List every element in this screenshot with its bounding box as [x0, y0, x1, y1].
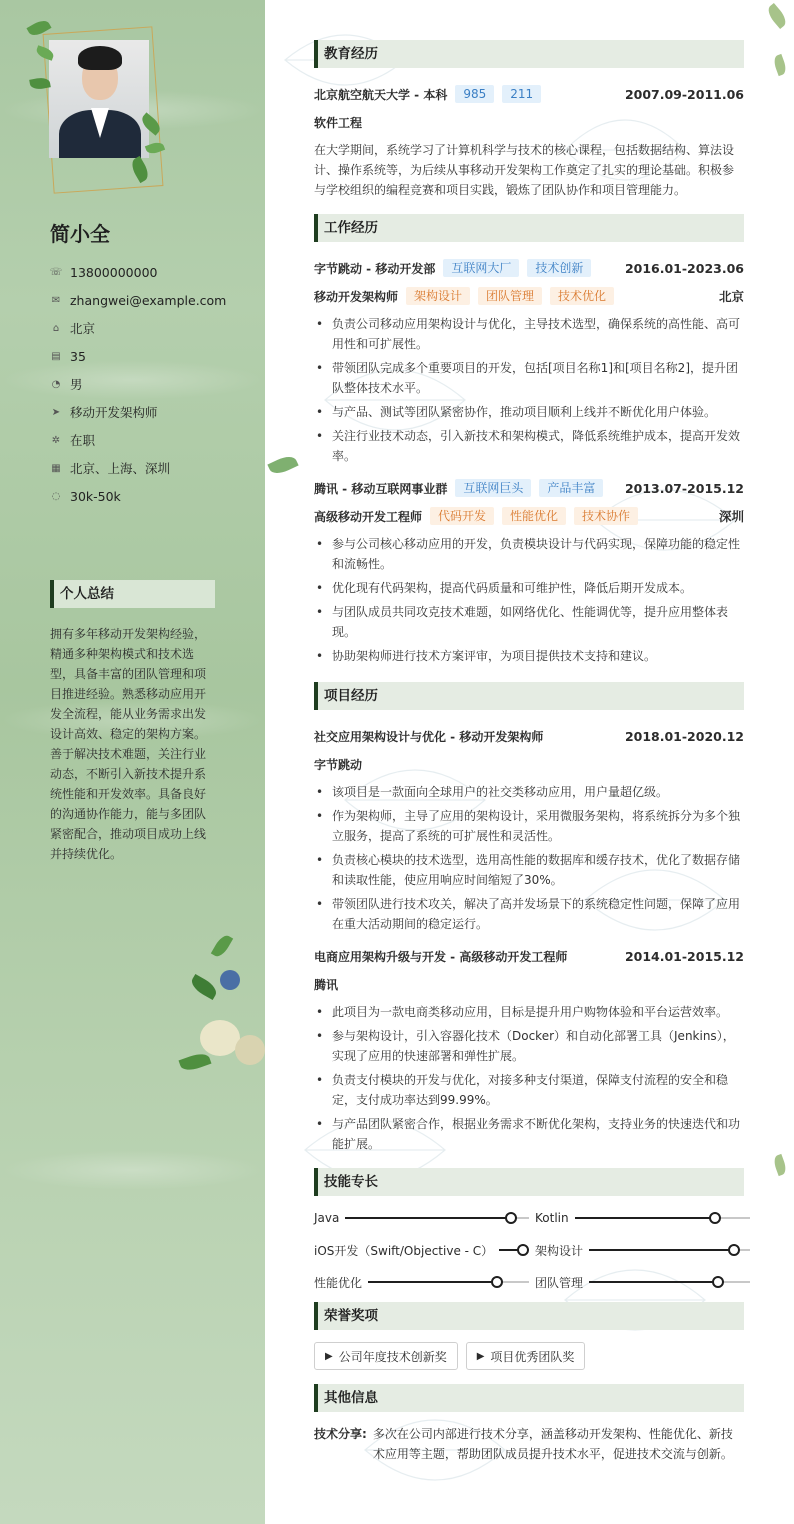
- skill-name: Kotlin: [535, 1211, 569, 1225]
- skill-item: [314, 1208, 529, 1228]
- company-name: 字节跳动 - 移动开发部: [314, 261, 436, 276]
- info-phone: [50, 258, 226, 286]
- project-name: 电商应用架构升级与开发 - 高级移动开发工程师: [314, 949, 568, 964]
- list-item: • 该项目是一款面向全球用户的社交类移动应用，用户量超亿级。: [314, 782, 744, 802]
- skill-bar-fill: [575, 1217, 715, 1219]
- project-header: [314, 942, 744, 970]
- skill-knob: [709, 1212, 721, 1224]
- list-item: • 带领团队进行技术攻关，解决了高并发场景下的系统稳定性问题，保障了应用在重大活动期间的稳定运行。: [314, 894, 744, 934]
- summary-title: 个人总结: [50, 580, 215, 608]
- role-tag: 技术协作: [574, 507, 638, 525]
- skill-bar-fill: [368, 1281, 497, 1283]
- section-title-projects: 项目经历: [314, 682, 744, 710]
- skill-item: [535, 1240, 750, 1260]
- leaf-icon: [188, 974, 219, 1000]
- company-tag: 互联网大厂: [443, 259, 519, 277]
- skill-name: 团队管理: [535, 1275, 584, 1290]
- info-position: [50, 398, 226, 426]
- contact-info: [50, 258, 226, 510]
- skill-name: 性能优化: [314, 1275, 363, 1290]
- list-item: • 与产品团队紧密合作，根据业务需求不断优化架构，支持业务的快速迭代和功能扩展。: [314, 1114, 744, 1154]
- info-text: 30k-50k: [70, 488, 121, 504]
- avatar-frame: [28, 18, 173, 203]
- education-header: [314, 80, 744, 108]
- job-header: [314, 254, 744, 282]
- info-text: 移动开发架构师: [70, 405, 158, 420]
- skill-bar-fill: [589, 1281, 718, 1283]
- company-tag: 技术创新: [527, 259, 591, 277]
- list-item: • 与产品、测试等团队紧密协作，推动项目顺利上线并不断优化用户体验。: [314, 402, 744, 422]
- info-text: 35: [70, 348, 86, 364]
- job-role-row: [314, 282, 744, 310]
- skill-bar: [368, 1281, 529, 1283]
- section-title-awards: 荣誉奖项: [314, 1302, 744, 1330]
- building-icon: ▦: [51, 462, 61, 474]
- info-text: 13800000000: [70, 264, 158, 280]
- skill-bar-fill: [345, 1217, 510, 1219]
- project-item: [314, 942, 744, 1154]
- other-key: 技术分享:: [314, 1427, 367, 1441]
- salary-icon: ◌: [51, 490, 61, 502]
- job-item: [314, 254, 744, 466]
- leaf-icon: [211, 933, 233, 960]
- background-texture: [0, 1150, 265, 1190]
- list-item: • 与团队成员共同攻克技术难题，如网络优化、性能调优等，提升应用整体表现。: [314, 602, 744, 642]
- list-item: • 关注行业技术动态，引入新技术和架构模式，降低系统维护成本，提高开发效率。: [314, 426, 744, 466]
- section-title-skills: 技能专长: [314, 1168, 744, 1196]
- flower-icon: [220, 970, 240, 990]
- status-icon: ✲: [51, 434, 61, 446]
- info-gender: [50, 370, 226, 398]
- flower-icon: [235, 1035, 265, 1065]
- job-period: 2016.01-2023.06: [624, 260, 744, 276]
- company-tag: 产品丰富: [539, 479, 603, 497]
- mail-icon: ✉: [51, 294, 61, 306]
- info-age: [50, 342, 226, 370]
- job-header: [314, 474, 744, 502]
- info-email: [50, 286, 226, 314]
- list-item: • 负责核心模块的技术选型，选用高性能的数据库和缓存技术，优化了数据存储和读取性能，使应用响应时间缩短了30%。: [314, 850, 744, 890]
- company-name: 腾讯 - 移动互联网事业群: [314, 481, 448, 496]
- skill-knob: [505, 1212, 517, 1224]
- section-title-education: 教育经历: [314, 40, 744, 68]
- avatar: [49, 40, 149, 158]
- skill-bar: [589, 1281, 750, 1283]
- major: 软件工程: [314, 115, 363, 130]
- school-name: 北京航空航天大学 - 本科: [314, 87, 448, 102]
- leaf-icon: [179, 1050, 212, 1073]
- job-city: 北京: [718, 289, 744, 304]
- skill-bar: [589, 1249, 750, 1251]
- project-company-row: [314, 750, 744, 778]
- main-content: [265, 0, 794, 1524]
- role-tag: 代码开发: [430, 507, 494, 525]
- play-icon: ▶: [476, 1350, 485, 1362]
- skill-bar: [499, 1249, 529, 1251]
- info-status: [50, 426, 226, 454]
- age-icon: ▤: [51, 350, 61, 362]
- skill-knob: [728, 1244, 740, 1256]
- job-role: 移动开发架构师: [314, 289, 399, 304]
- list-item: • 参与架构设计，引入容器化技术（Docker）和自动化部署工具（Jenkins），实现了应用的快速部署和弹性扩展。: [314, 1026, 744, 1066]
- other-info: [314, 1424, 744, 1464]
- skill-name: Java: [314, 1211, 340, 1225]
- skill-knob: [517, 1244, 529, 1256]
- info-city: [50, 314, 226, 342]
- info-target-cities: [50, 454, 226, 482]
- skill-bar-fill: [589, 1249, 734, 1251]
- skill-bar: [345, 1217, 529, 1219]
- info-text: 男: [70, 377, 83, 392]
- award-label: 项目优秀团队奖: [490, 1349, 575, 1364]
- project-period: 2014.01-2015.12: [624, 948, 744, 964]
- section-title-work: 工作经历: [314, 214, 744, 242]
- list-item: • 负责支付模块的开发与优化，对接多种支付渠道，保障支付流程的安全和稳定，支付成功率达到99.99%。: [314, 1070, 744, 1110]
- project-name: 社交应用架构设计与优化 - 移动开发架构师: [314, 729, 544, 744]
- job-role: 高级移动开发工程师: [314, 509, 423, 524]
- project-item: [314, 722, 744, 934]
- flower-icon: [200, 1020, 240, 1056]
- list-item: • 此项目为一款电商类移动应用，目标是提升用户购物体验和平台运营效率。: [314, 1002, 744, 1022]
- project-company-row: [314, 970, 744, 998]
- other-value: 多次在公司内部进行技术分享，涵盖移动开发架构、性能优化、新技术应用等主题，帮助团队成员提升技术水平，促进技术交流与创新。: [372, 1427, 733, 1461]
- job-item: [314, 474, 744, 666]
- role-tag: 架构设计: [406, 287, 470, 305]
- summary-text: 拥有多年移动开发架构经验，精通多种架构模式和技术选型，具备丰富的团队管理和项目推进经验。熟悉移动应用开发全流程，能从业务需求出发设计高效、稳定的架构方案。善于解决技术难题，关注行业动态，不断引入新技术提升系统性能和开发效率。具备良好的沟通协作能力，能与多团队紧密配合，推动项目成功上线并持续优化。: [50, 627, 207, 861]
- role-tag: 团队管理: [478, 287, 542, 305]
- skill-knob: [712, 1276, 724, 1288]
- project-company: 腾讯: [314, 977, 339, 992]
- project-company: 字节跳动: [314, 757, 363, 772]
- job-bullets: [314, 314, 744, 466]
- awards-list: [314, 1342, 744, 1370]
- skill-item: [535, 1208, 750, 1228]
- section-title-other: 其他信息: [314, 1384, 744, 1412]
- school-tag: 211: [502, 85, 541, 103]
- list-item: • 参与公司核心移动应用的开发，负责模块设计与代码实现，保障功能的稳定性和流畅性。: [314, 534, 744, 574]
- education-period: 2007.09-2011.06: [624, 86, 744, 102]
- job-period: 2013.07-2015.12: [624, 480, 744, 496]
- candidate-name: 简小全: [50, 222, 110, 246]
- sidebar: [0, 0, 265, 1524]
- skill-name: iOS开发（Swift/Objective - C）: [314, 1243, 494, 1258]
- list-item: • 协助架构师进行技术方案评审，为项目提供技术支持和建议。: [314, 646, 744, 666]
- skill-name: 架构设计: [535, 1243, 584, 1258]
- info-text: 在职: [70, 433, 96, 448]
- send-icon: ➤: [51, 406, 61, 418]
- skill-bar: [575, 1217, 750, 1219]
- info-text: 北京、上海、深圳: [70, 461, 171, 476]
- list-item: • 带领团队完成多个重要项目的开发，包括[项目名称1]和[项目名称2]，提升团队整体技术水平。: [314, 358, 744, 398]
- skill-knob: [491, 1276, 503, 1288]
- award-label: 公司年度技术创新奖: [338, 1349, 447, 1364]
- phone-icon: ☏: [49, 266, 63, 278]
- job-city: 深圳: [718, 509, 744, 524]
- job-bullets: [314, 534, 744, 666]
- project-bullets: [314, 1002, 744, 1154]
- role-tag: 性能优化: [502, 507, 566, 525]
- job-role-row: [314, 502, 744, 530]
- info-salary: [50, 482, 226, 510]
- play-icon: ▶: [325, 1350, 333, 1362]
- flower-decoration: [180, 940, 265, 1090]
- gender-icon: ◔: [51, 378, 61, 390]
- list-item: • 作为架构师，主导了应用的架构设计，采用微服务架构，将系统拆分为多个独立服务，提高了系统的可扩展性和灵活性。: [314, 806, 744, 846]
- skills-grid: [314, 1208, 744, 1292]
- project-header: [314, 722, 744, 750]
- info-text: zhangwei@example.com: [70, 292, 227, 308]
- skill-item: [535, 1272, 750, 1292]
- role-tag: 技术优化: [550, 287, 614, 305]
- award-item: [466, 1342, 586, 1370]
- home-icon: ⌂: [52, 322, 60, 334]
- skill-item: [314, 1240, 529, 1260]
- info-text: 北京: [70, 321, 96, 336]
- award-item: [314, 1342, 458, 1370]
- list-item: • 优化现有代码架构，提高代码质量和可维护性，降低后期开发成本。: [314, 578, 744, 598]
- list-item: • 负责公司移动应用架构设计与优化，主导技术选型，确保系统的高性能、高可用性和可扩展性。: [314, 314, 744, 354]
- project-period: 2018.01-2020.12: [624, 728, 744, 744]
- skill-item: [314, 1272, 529, 1292]
- company-tag: 互联网巨头: [455, 479, 531, 497]
- school-tag: 985: [455, 85, 494, 103]
- resume-body: [314, 40, 744, 1464]
- education-major-row: [314, 108, 744, 136]
- project-bullets: [314, 782, 744, 934]
- education-description: 在大学期间，系统学习了计算机科学与技术的核心课程，包括数据结构、算法设计、操作系统等，为后续从事移动开发架构工作奠定了扎实的理论基础。积极参与学校组织的编程竞赛和项目实践，锻炼了团队协作和项目管理能力。: [314, 143, 735, 197]
